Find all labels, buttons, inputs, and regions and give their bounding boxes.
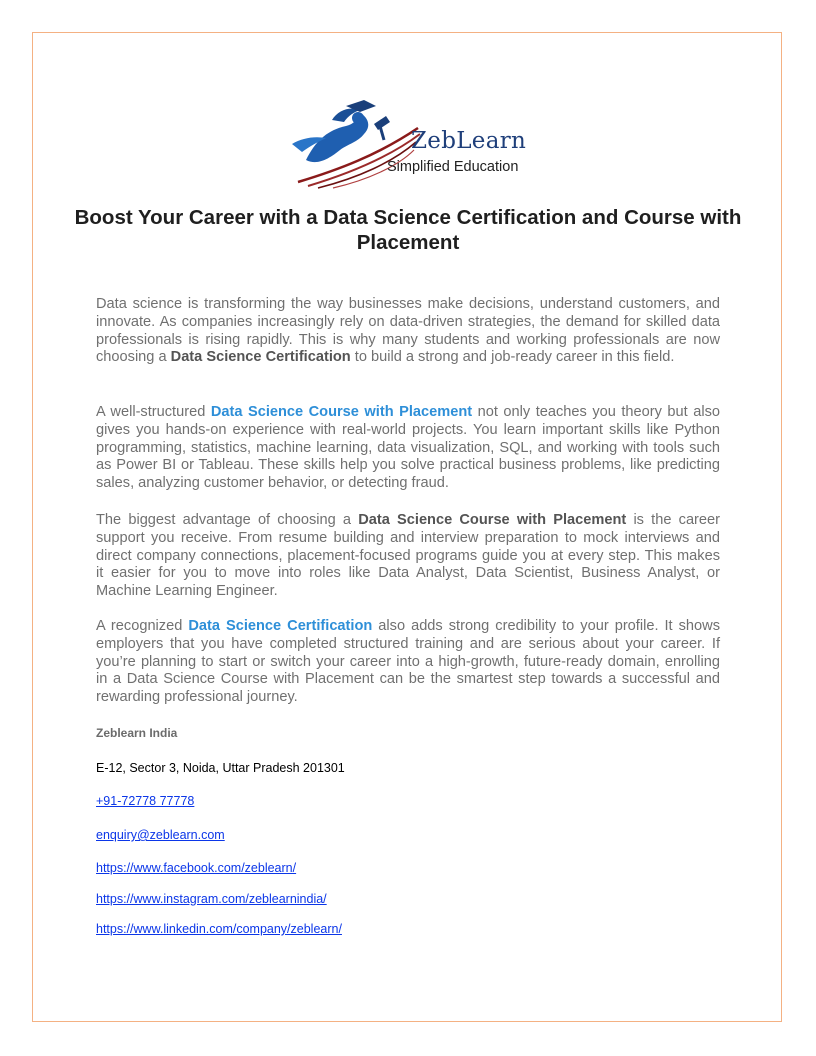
logo-brand-name: ZebLearn (411, 128, 527, 154)
paragraph-course: A well-structured Data Science Course with Placement not only teaches you theory but also gives you hands-on experience with real-world projects. You learn important skills like Python programming, statistics, machine learning, data visualization, SQL, and working with tools such as Power BI or Tableau. These skills help you solve practical business problems, like predicting sales, analyzing customer behavior, or detecting fraud. (96, 404, 720, 492)
email-link[interactable]: enquiry@zeblearn.com (96, 828, 225, 842)
logo-tagline: Simplified Education (387, 159, 519, 175)
keyword-course-placement: Data Science Course with Placement (358, 512, 627, 528)
keyword-course-link[interactable]: Data Science Course with Placement (210, 404, 473, 420)
facebook-link[interactable]: https://www.facebook.com/zeblearn/ (96, 861, 297, 875)
linkedin-link[interactable]: https://www.linkedin.com/company/zeblearn/ (96, 922, 342, 936)
keyword-certification: Data Science Certification (170, 349, 351, 366)
instagram-link[interactable]: https://www.instagram.com/zeblearnindia/ (96, 892, 327, 906)
paragraph-advantage: The biggest advantage of choosing a Data Science Course with Placement is the career support you receive. From resume building and interview preparation to mock interviews and direct company connections, placement-focused programs guide you at every step. This makes it easier for you to move into roles like Data Analyst, Data Scientist, Business Analyst, or Machine Learning Engineer. (96, 512, 721, 600)
company-name: Zeblearn India (96, 726, 178, 740)
phone-link[interactable]: +91-72778 77778 (96, 794, 195, 808)
paragraph-recognition: A recognized Data Science Certification also adds strong credibility to your profile. It shows employers that you have completed structured training and are serious about your career. If you’re planning to start or switch your career into a high-growth, future-ready domain, enrolling in a Data Science Course with Placement can be the smartest step towards a successful and rewarding professional journey. (96, 618, 720, 706)
page-title: Boost Your Career with a Data Science Certification and Course with Placement (74, 206, 742, 254)
keyword-certification-link[interactable]: Data Science Certification (188, 618, 373, 634)
company-address: E-12, Sector 3, Noida, Uttar Pradesh 201301 (96, 761, 345, 775)
zeblearn-logo (288, 100, 544, 190)
paragraph-intro: Data science is transforming the way businesses make decisions, understand customers, and innovate. As companies increasingly rely on data-driven strategies, the demand for skilled data professionals is rising rapidly. This is why many students and working professionals are now choosing a Data Science Certification to build a strong and job-ready career in this field. (96, 296, 720, 366)
